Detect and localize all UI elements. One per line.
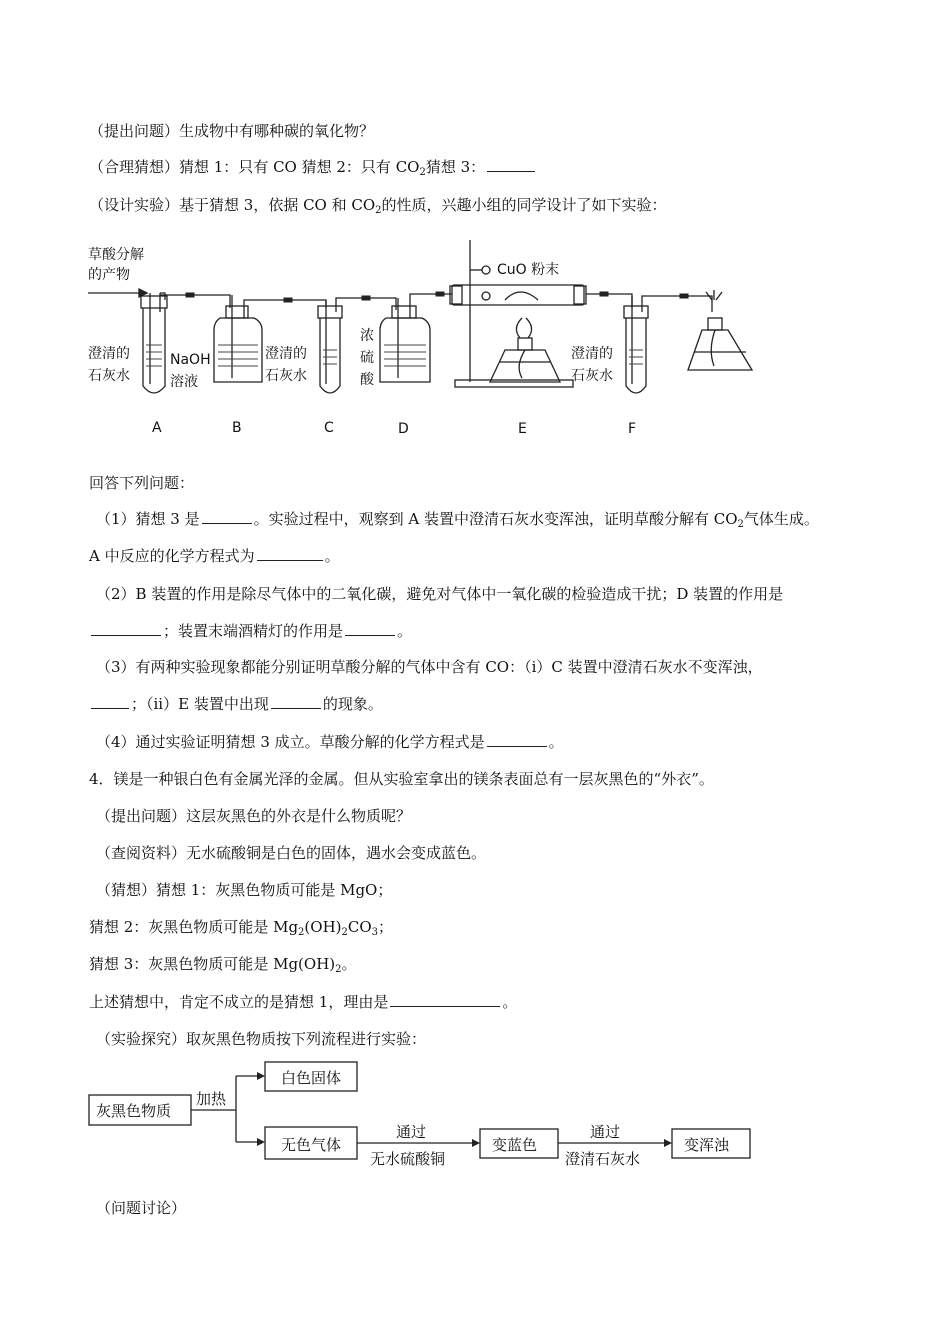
label-a: 澄清的: [88, 346, 130, 362]
q3-part2-cont: ；装置末端酒精灯的作用是 。: [89, 621, 412, 641]
flow-white-solid: 白色固体: [281, 1069, 342, 1087]
q3-part4: （4）通过实验证明猜想 3 成立。草酸分解的化学方程式是 。: [96, 733, 564, 751]
answer-blank[interactable]: [91, 621, 161, 636]
q4-title: 4．镁是一种银白色有金属光泽的金属。但从实验室拿出的镁条表面总有一层灰黑色的“外衣”。: [89, 770, 714, 788]
answer-blank[interactable]: [345, 621, 395, 636]
q4-reference: （查阅资料）无水硫酸铜是白色的固体，遇水会变成蓝色。: [96, 844, 487, 862]
answer-blank[interactable]: [271, 694, 321, 709]
q4-reason: 上述猜想中，肯定不成立的是猜想 1，理由是 。: [89, 993, 518, 1011]
q3-answer-intro: 回答下列问题：: [89, 474, 195, 492]
q4-experiment: （实验探究）取灰黑色物质按下列流程进行实验：: [96, 1030, 427, 1048]
flow-start: 灰黑色物质: [96, 1102, 172, 1120]
inlet-label: 草酸分解: [88, 247, 144, 263]
letter-d: D: [398, 421, 409, 437]
letter-b: B: [232, 420, 242, 436]
q3-part2: （2）B 装置的作用是除尽气体中的二氧化碳，避免对气体中一氧化碳的检验造成干扰；D 装置的作用是: [96, 585, 784, 603]
svg-text:溶液: 溶液: [170, 374, 198, 390]
experiment-apparatus-diagram: [0, 0, 950, 450]
svg-text:酸: 酸: [360, 372, 374, 388]
svg-text:石灰水: 石灰水: [88, 368, 130, 384]
letter-a: A: [152, 420, 162, 436]
flow-heat: 加热: [196, 1090, 227, 1108]
svg-text:石灰水: 石灰水: [265, 368, 307, 384]
flow-turbid: 变浑浊: [684, 1136, 730, 1154]
letter-c: C: [324, 420, 334, 436]
q4-hypothesis-1: （猜想）猜想 1：灰黑色物质可能是 MgO；: [96, 881, 393, 899]
cuo-label: CuO 粉末: [497, 262, 560, 278]
label-c: 澄清的: [265, 346, 307, 362]
answer-blank[interactable]: [487, 732, 547, 747]
q3-hypotheses: （合理猜想）猜想 1：只有 CO 猜想 2：只有 $CO_2$猜想 3：: [89, 157, 537, 177]
answer-blank[interactable]: [257, 546, 323, 561]
q3-part3-cont: ；（ii）E 装置中出现 的现象。: [89, 694, 383, 714]
flow-blue: 变蓝色: [492, 1136, 538, 1154]
label-b: NaOH: [170, 352, 211, 368]
q4-discussion: （问题讨论）: [96, 1199, 187, 1217]
flow-via-1: 通过: [396, 1123, 427, 1141]
q3-part1-equation: A 中反应的化学方程式为 。: [89, 547, 340, 565]
q4-question: （提出问题）这层灰黑色的外衣是什么物质呢？: [96, 807, 412, 825]
svg-text:的产物: 的产物: [88, 267, 130, 283]
svg-text:硫: 硫: [360, 350, 374, 366]
flow-gas: 无色气体: [281, 1136, 342, 1154]
flow-via-2: 通过: [590, 1123, 621, 1141]
flow-reagent-1: 无水硫酸铜: [370, 1150, 446, 1168]
svg-text:石灰水: 石灰水: [571, 368, 613, 384]
flow-reagent-2: 澄清石灰水: [565, 1150, 641, 1168]
label-d: 浓: [360, 328, 374, 344]
q3-prompt-question: （提出问题）生成物中有哪种碳的氧化物？: [89, 122, 375, 140]
q3-part3: （3）有两种实验现象都能分别证明草酸分解的气体中含有 CO：（i）C 装置中澄清石灰水不变浑浊，: [96, 658, 763, 676]
answer-blank[interactable]: [91, 694, 129, 709]
label-f: 澄清的: [571, 346, 613, 362]
q4-hypothesis-2: 猜想 2：灰黑色物质可能是 $Mg_2(OH)_2CO_3$；: [89, 918, 394, 938]
q3-design: （设计实验）基于猜想 3，依据 CO 和 $CO_2$的性质，兴趣小组的同学设计了如下实验：: [89, 196, 667, 216]
q4-hypothesis-3: 猜想 3：灰黑色物质可能是 $Mg(OH)_2$。: [89, 955, 357, 975]
answer-blank[interactable]: [202, 509, 252, 524]
q3-part1: （1）猜想 3 是 。实验过程中，观察到 A 装置中澄清石灰水变浑浊，证明草酸分解有 $CO_2$气体生成。: [96, 510, 819, 530]
answer-blank[interactable]: [390, 992, 500, 1007]
letter-f: F: [628, 421, 637, 437]
letter-e: E: [518, 421, 527, 437]
